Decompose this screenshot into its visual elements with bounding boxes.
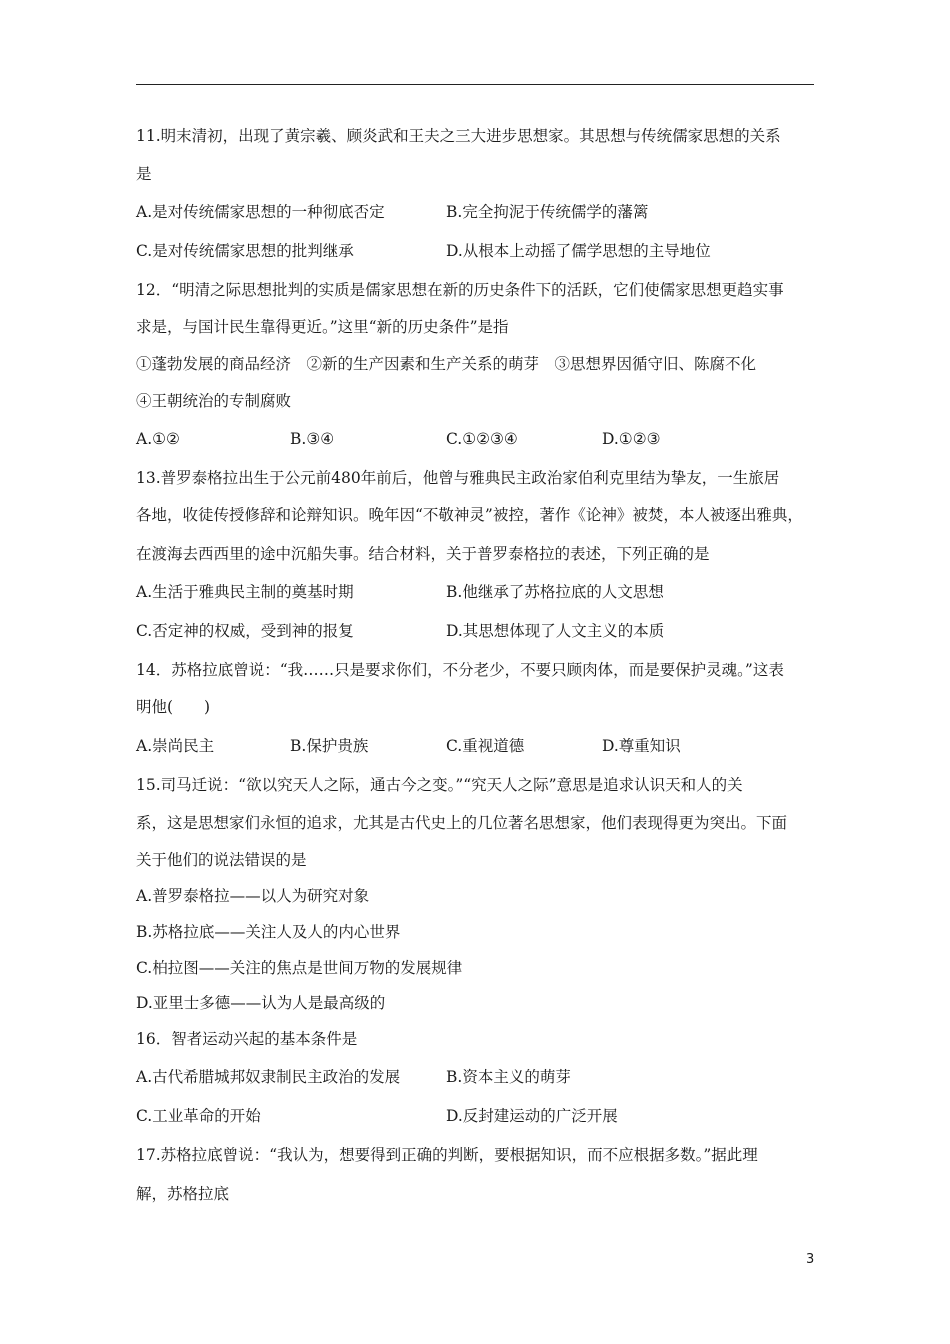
q11-stem-line2: 是 (136, 165, 152, 183)
q13-option-c: C.否定神的权威，受到神的报复 (136, 622, 354, 640)
q13-option-d: D.其思想体现了人文主义的本质 (446, 622, 665, 640)
q16-option-d: D.反封建运动的广泛开展 (446, 1107, 618, 1125)
q11-option-a: A.是对传统儒家思想的一种彻底否定 (136, 203, 385, 221)
q16-stem-line1: 16．智者运动兴起的基本条件是 (136, 1030, 358, 1048)
q15-stem-line2: 系，这是思想家们永恒的追求，尤其是古代史上的几位著名思想家，他们表现得更为突出。下面 (136, 814, 788, 832)
q15-option-b: B.苏格拉底——关注人及人的内心世界 (136, 923, 401, 941)
q13-stem-line1: 13.普罗泰格拉出生于公元前480年前后，他曾与雅典民主政治家伯利克里结为挚友，一生旅居 (136, 469, 780, 487)
q15-option-d: D.亚里士多德——认为人是最高级的 (136, 994, 386, 1012)
q12-option-b: B.③④ (290, 430, 335, 448)
q13-option-b: B.他继承了苏格拉底的人文思想 (446, 583, 664, 601)
q15-stem-line1: 15.司马迁说：“欲以究天人之际，通古今之变。”“究天人之际”意思是追求认识天和人的关 (136, 776, 743, 794)
q11-option-b: B.完全拘泥于传统儒学的藩篱 (446, 203, 649, 221)
q16-option-c: C.工业革命的开始 (136, 1107, 261, 1125)
q13-stem-line3: 在渡海去西西里的途中沉船失事。结合材料，关于普罗泰格拉的表述，下列正确的是 (136, 545, 710, 563)
q15-stem-line3: 关于他们的说法错误的是 (136, 851, 307, 869)
header-rule (136, 84, 814, 85)
q15-option-a: A.普罗泰格拉——以人为研究对象 (136, 887, 370, 905)
q17-stem-line2: 解，苏格拉底 (136, 1185, 230, 1203)
q11-stem-line1: 11.明末清初，出现了黄宗羲、顾炎武和王夫之三大进步思想家。其思想与传统儒家思想的关系 (136, 127, 781, 145)
q12-items-line1: ①蓬勃发展的商品经济 ②新的生产因素和生产关系的萌芽 ③思想界因循守旧、陈腐不化 (136, 355, 757, 373)
q13-stem-line2: 各地，收徒传授修辞和论辩知识。晚年因“不敬神灵”被控，著作《论神》被焚，本人被逐出雅典， (136, 506, 803, 524)
q12-stem-line1: 12．“明清之际思想批判的实质是儒家思想在新的历史条件下的活跃，它们使儒家思想更趋实事 (136, 281, 784, 299)
q12-option-d: D.①②③ (602, 430, 661, 448)
q12-items-line2: ④王朝统治的专制腐败 (136, 392, 292, 410)
q12-stem-line2: 求是，与国计民生靠得更近。”这里“新的历史条件”是指 (136, 318, 509, 336)
q16-option-a: A.古代希腊城邦奴隶制民主政治的发展 (136, 1068, 401, 1086)
q13-option-a: A.生活于雅典民主制的奠基时期 (136, 583, 354, 601)
page-number: 3 (806, 1252, 815, 1267)
q14-stem-line2: 明他( ) (136, 698, 211, 716)
q15-option-c: C.柏拉图——关注的焦点是世间万物的发展规律 (136, 959, 463, 977)
q14-option-b: B.保护贵族 (290, 737, 369, 755)
q14-stem-line1: 14．苏格拉底曾说：“我……只是要求你们，不分老少，不要只顾肉体，而是要保护灵魂。”这表 (136, 661, 784, 679)
q14-option-a: A.崇尚民主 (136, 737, 215, 755)
q11-option-d: D.从根本上动摇了儒学思想的主导地位 (446, 242, 711, 260)
q12-option-a: A.①② (136, 430, 180, 448)
q16-option-b: B.资本主义的萌芽 (446, 1068, 571, 1086)
q12-option-c: C.①②③④ (446, 430, 518, 448)
q17-stem-line1: 17.苏格拉底曾说：“我认为，想要得到正确的判断，要根据知识，而不应根据多数。”据此理 (136, 1146, 758, 1164)
q11-option-c: C.是对传统儒家思想的批判继承 (136, 242, 354, 260)
q14-option-d: D.尊重知识 (602, 737, 681, 755)
q14-option-c: C.重视道德 (446, 737, 525, 755)
